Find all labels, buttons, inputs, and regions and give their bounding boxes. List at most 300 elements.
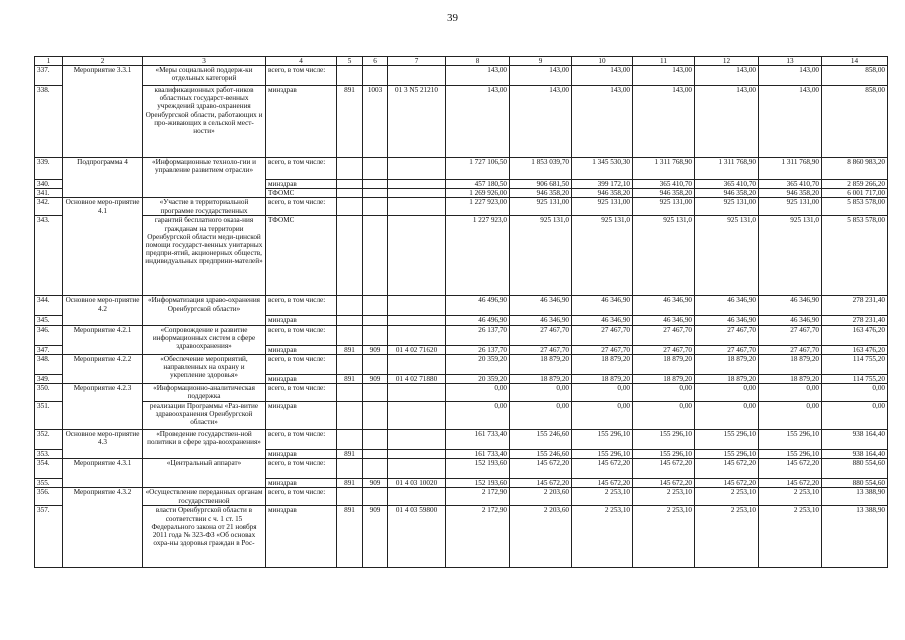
program-description: «Участие в территориальной программе государственных [143,198,266,216]
amount-value: 8 860 983,20 [822,158,888,180]
amount-value: 6 001 717,00 [822,189,888,198]
budget-code-section: 909 [363,374,388,383]
amount-value: 2 172,90 [446,488,510,506]
amount-value: 5 853 578,00 [822,198,888,216]
budget-code-target [388,402,446,430]
budget-code-target [388,180,446,189]
amount-value: 0,00 [633,384,695,402]
column-number: 7 [388,57,446,66]
amount-value: 2 253,10 [572,488,633,506]
budget-code-target [388,384,446,402]
column-number: 14 [822,57,888,66]
table-row [35,86,888,158]
program-description: «Осуществление переданных органам государственной [143,488,266,506]
amount-value: 13 388,90 [822,488,888,506]
amount-value: 114 755,20 [822,354,888,374]
amount-value: 2 859 266,20 [822,180,888,189]
budget-code-grbs [337,198,363,216]
amount-value: 0,00 [510,402,572,430]
amount-value: 0,00 [510,384,572,402]
amount-value: 114 755,20 [822,374,888,383]
budget-code-grbs [337,189,363,198]
executor: всего, в том числе: [266,430,337,450]
amount-value: 2 253,10 [572,506,633,568]
amount-value: 925 131,00 [510,198,572,216]
row-number: 344. [35,296,63,316]
row-number: 353. [35,450,63,459]
amount-value: 925 131,0 [759,216,822,296]
amount-value: 13 388,90 [822,506,888,568]
amount-value: 145 672,20 [572,479,633,488]
amount-value: 143,00 [633,86,695,158]
amount-value: 925 131,00 [633,198,695,216]
row-number: 339. [35,158,63,180]
program-description: «Информационно-аналитическая поддержка [143,384,266,402]
amount-value: 143,00 [510,66,572,86]
budget-code-section [363,198,388,216]
budget-code-grbs [337,402,363,430]
row-number: 355. [35,479,63,488]
budget-code-section [363,430,388,450]
program-description: «Центральный аппарат» [143,459,266,488]
program-description: «Проведение государствен-ной политики в сфере здра-воохранения» [143,430,266,459]
column-number: 2 [63,57,143,66]
amount-value: 27 467,70 [510,345,572,354]
table-row [35,384,888,402]
amount-value: 46 346,90 [633,296,695,316]
amount-value: 46 346,90 [510,316,572,325]
table-row [35,216,888,296]
row-number: 346. [35,325,63,345]
budget-code-target [388,316,446,325]
amount-value: 20 359,20 [446,374,510,383]
budget-code-section: 909 [363,506,388,568]
amount-value: 365 410,70 [695,180,759,189]
program-description: «Информационные техноло-гии и управление развитием отрасли» [143,158,266,198]
amount-value: 1 345 530,30 [572,158,633,180]
budget-code-section: 909 [363,479,388,488]
amount-value: 0,00 [759,384,822,402]
amount-value: 145 672,20 [510,459,572,479]
budget-code-grbs [337,158,363,180]
executor: всего, в том числе: [266,296,337,316]
column-number: 10 [572,57,633,66]
amount-value: 858,00 [822,86,888,158]
amount-value: 18 879,20 [695,374,759,383]
budget-code-grbs: 891 [337,374,363,383]
amount-value: 46 346,90 [695,316,759,325]
table-row [35,430,888,450]
amount-value: 946 358,20 [695,189,759,198]
amount-value: 145 672,20 [695,479,759,488]
program-description: «Обеспечение мероприятий, направленных на охрану и укрепление здоровья» [143,354,266,383]
amount-value: 143,00 [510,86,572,158]
amount-value: 18 879,20 [759,354,822,374]
column-number: 5 [337,57,363,66]
amount-value: 155 246,60 [510,450,572,459]
budget-code-section [363,216,388,296]
budget-code-section [363,316,388,325]
column-number-row [35,57,888,66]
table-row [35,506,888,568]
amount-value: 2 203,60 [510,506,572,568]
amount-value: 365 410,70 [759,180,822,189]
budget-code-section [363,384,388,402]
budget-code-grbs: 891 [337,506,363,568]
amount-value: 18 879,20 [633,374,695,383]
program-name: Основное меро-приятие 4.1 [63,198,143,296]
amount-value: 27 467,70 [572,325,633,345]
amount-value: 46 346,90 [572,316,633,325]
budget-code-grbs [337,180,363,189]
column-number: 12 [695,57,759,66]
program-name: Мероприятие 4.3.2 [63,488,143,568]
budget-code-grbs [337,296,363,316]
executor: минздрав [266,479,337,488]
amount-value: 880 554,60 [822,479,888,488]
budget-table [34,56,888,568]
budget-code-section [363,402,388,430]
budget-code-section [363,180,388,189]
amount-value: 1 727 106,50 [446,158,510,180]
budget-code-grbs [337,354,363,374]
amount-value: 155 296,10 [633,430,695,450]
column-number: 8 [446,57,510,66]
column-number: 4 [266,57,337,66]
program-name: Основное меро-приятие 4.3 [63,430,143,459]
executor: минздрав [266,86,337,158]
row-number: 342. [35,198,63,216]
amount-value: 155 296,10 [572,450,633,459]
row-number: 356. [35,488,63,506]
column-number: 3 [143,57,266,66]
row-number: 341. [35,189,63,198]
amount-value: 27 467,70 [633,345,695,354]
page-number: 39 [447,12,458,24]
amount-value: 46 346,90 [759,296,822,316]
budget-code-section [363,296,388,316]
amount-value: 858,00 [822,66,888,86]
amount-value: 27 467,70 [759,325,822,345]
amount-value: 145 672,20 [695,459,759,479]
amount-value: 143,00 [759,86,822,158]
row-number: 338. [35,86,63,158]
budget-code-section [363,459,388,479]
amount-value: 0,00 [822,384,888,402]
budget-code-target [388,430,446,450]
column-number: 9 [510,57,572,66]
table-row [35,325,888,345]
program-name: Мероприятие 4.2.3 [63,384,143,430]
amount-value: 2 253,10 [759,506,822,568]
amount-value: 2 203,60 [510,488,572,506]
amount-value: 2 172,90 [446,506,510,568]
table-row [35,402,888,430]
amount-value: 46 346,90 [759,316,822,325]
amount-value: 20 359,20 [446,354,510,374]
budget-code-section [363,325,388,345]
program-name: Мероприятие 4.3.1 [63,459,143,488]
program-name: Подпрограмма 4 [63,158,143,198]
amount-value: 399 172,10 [572,180,633,189]
amount-value: 143,00 [695,86,759,158]
program-description: квалификационных работ-ников областных государст-венных учреждений здраво-охранения Оренбургской области, работающих и про-живающих в сельской мест-ности» [143,86,266,158]
program-name: Мероприятие 3.3.1 [63,66,143,158]
executor: ТФОМС [266,216,337,296]
row-number: 349. [35,374,63,383]
program-name: Мероприятие 4.2.1 [63,325,143,354]
executor: всего, в том числе: [266,158,337,180]
budget-code-grbs [337,66,363,86]
amount-value: 0,00 [572,384,633,402]
amount-value: 938 164,40 [822,430,888,450]
column-number: 11 [633,57,695,66]
table-row [35,198,888,216]
amount-value: 26 137,70 [446,345,510,354]
amount-value: 152 193,60 [446,479,510,488]
program-name: Основное меро-приятие 4.2 [63,296,143,325]
amount-value: 145 672,20 [633,459,695,479]
budget-code-section [363,189,388,198]
row-number: 345. [35,316,63,325]
amount-value: 143,00 [572,66,633,86]
amount-value: 925 131,0 [633,216,695,296]
budget-code-target: 01 4 02 71620 [388,345,446,354]
amount-value: 946 358,20 [759,189,822,198]
amount-value: 2 253,10 [695,506,759,568]
budget-code-grbs [337,384,363,402]
amount-value: 27 467,70 [510,325,572,345]
amount-value: 946 358,20 [510,189,572,198]
program-description: «Меры социальной поддерж-ки отдельных категорий [143,66,266,86]
amount-value: 938 164,40 [822,450,888,459]
amount-value: 155 296,10 [759,450,822,459]
amount-value: 5 853 578,00 [822,216,888,296]
amount-value: 906 681,50 [510,180,572,189]
amount-value: 2 253,10 [633,506,695,568]
budget-code-target [388,354,446,374]
amount-value: 143,00 [695,66,759,86]
amount-value: 1 227 923,0 [446,216,510,296]
amount-value: 0,00 [695,384,759,402]
executor: всего, в том числе: [266,354,337,374]
amount-value: 145 672,20 [759,479,822,488]
budget-code-section [363,158,388,180]
amount-value: 161 733,40 [446,430,510,450]
executor: минздрав [266,450,337,459]
amount-value: 2 253,10 [695,488,759,506]
amount-value: 143,00 [759,66,822,86]
amount-value: 145 672,20 [510,479,572,488]
budget-code-target [388,325,446,345]
executor: минздрав [266,180,337,189]
amount-value: 27 467,70 [759,345,822,354]
amount-value: 155 246,60 [510,430,572,450]
executor: ТФОМС [266,189,337,198]
amount-value: 0,00 [446,384,510,402]
table-row [35,354,888,374]
amount-value: 278 231,40 [822,296,888,316]
budget-code-grbs: 891 [337,345,363,354]
budget-code-target [388,450,446,459]
amount-value: 925 131,0 [510,216,572,296]
executor: минздрав [266,316,337,325]
amount-value: 155 296,10 [759,430,822,450]
program-description: «Информатизация здраво-охранения Оренбургской области» [143,296,266,325]
executor: минздрав [266,506,337,568]
budget-code-grbs: 891 [337,450,363,459]
amount-value: 26 137,70 [446,325,510,345]
amount-value: 0,00 [822,402,888,430]
row-number: 351. [35,402,63,430]
budget-code-grbs [337,488,363,506]
amount-value: 145 672,20 [572,459,633,479]
executor: всего, в том числе: [266,325,337,345]
program-description: «Сопровождение и развитие информационных систем в сфере здравоохранения» [143,325,266,354]
amount-value: 143,00 [633,66,695,86]
budget-code-target: 01 4 02 71880 [388,374,446,383]
table-row [35,296,888,316]
executor: минздрав [266,345,337,354]
amount-value: 155 296,10 [695,430,759,450]
row-number: 354. [35,459,63,479]
amount-value: 18 879,20 [633,354,695,374]
amount-value: 46 346,90 [633,316,695,325]
budget-code-target [388,66,446,86]
amount-value: 0,00 [633,402,695,430]
amount-value: 925 131,00 [695,198,759,216]
amount-value: 925 131,00 [572,198,633,216]
amount-value: 155 296,10 [633,450,695,459]
table-row [35,66,888,86]
budget-code-target: 01 3 N5 21210 [388,86,446,158]
amount-value: 925 131,0 [572,216,633,296]
row-number: 350. [35,384,63,402]
amount-value: 18 879,20 [510,354,572,374]
executor: всего, в том числе: [266,459,337,479]
amount-value: 18 879,20 [695,354,759,374]
row-number: 337. [35,66,63,86]
executor: всего, в том числе: [266,384,337,402]
budget-code-section [363,450,388,459]
row-number: 352. [35,430,63,450]
amount-value: 46 346,90 [572,296,633,316]
budget-code-section [363,488,388,506]
amount-value: 1 269 926,00 [446,189,510,198]
amount-value: 18 879,20 [572,374,633,383]
amount-value: 27 467,70 [695,325,759,345]
budget-code-target: 01 4 03 10020 [388,479,446,488]
amount-value: 27 467,70 [633,325,695,345]
table-row [35,158,888,180]
budget-code-section [363,354,388,374]
amount-value: 0,00 [572,402,633,430]
amount-value: 18 879,20 [759,374,822,383]
budget-code-grbs: 891 [337,479,363,488]
amount-value: 46 346,90 [510,296,572,316]
amount-value: 2 253,10 [759,488,822,506]
amount-value: 46 496,90 [446,316,510,325]
amount-value: 143,00 [572,86,633,158]
amount-value: 145 672,20 [633,479,695,488]
amount-value: 365 410,70 [633,180,695,189]
budget-code-section: 1003 [363,86,388,158]
row-number: 347. [35,345,63,354]
budget-code-section: 909 [363,345,388,354]
amount-value: 155 296,10 [572,430,633,450]
amount-value: 46 496,90 [446,296,510,316]
amount-value: 2 253,10 [633,488,695,506]
budget-code-target [388,189,446,198]
table-row [35,459,888,479]
amount-value: 1 311 768,90 [695,158,759,180]
amount-value: 0,00 [446,402,510,430]
budget-code-grbs [337,316,363,325]
amount-value: 278 231,40 [822,316,888,325]
row-number: 340. [35,180,63,189]
budget-code-grbs: 891 [337,86,363,158]
budget-code-target [388,216,446,296]
amount-value: 457 180,50 [446,180,510,189]
amount-value: 145 672,20 [759,459,822,479]
budget-code-target [388,158,446,180]
amount-value: 925 131,0 [695,216,759,296]
row-number: 348. [35,354,63,374]
budget-code-target: 01 4 03 59800 [388,506,446,568]
amount-value: 143,00 [446,86,510,158]
column-number: 1 [35,57,63,66]
amount-value: 18 879,20 [510,374,572,383]
amount-value: 1 227 923,00 [446,198,510,216]
executor: всего, в том числе: [266,198,337,216]
amount-value: 0,00 [695,402,759,430]
executor: минздрав [266,402,337,430]
amount-value: 163 476,20 [822,345,888,354]
budget-code-grbs [337,216,363,296]
column-number: 6 [363,57,388,66]
amount-value: 46 346,90 [695,296,759,316]
executor: всего, в том числе: [266,66,337,86]
column-number: 13 [759,57,822,66]
budget-code-grbs [337,459,363,479]
amount-value: 1 311 768,90 [633,158,695,180]
amount-value: 946 358,20 [633,189,695,198]
amount-value: 1 853 039,70 [510,158,572,180]
program-description: реализации Программы «Раз-витие здравоохранения Оренбургской области» [143,402,266,430]
budget-code-target [388,459,446,479]
amount-value: 163 476,20 [822,325,888,345]
row-number: 357. [35,506,63,568]
program-name: Мероприятие 4.2.2 [63,354,143,383]
amount-value: 925 131,00 [759,198,822,216]
table-row [35,488,888,506]
budget-code-section [363,66,388,86]
program-description: власти Оренбургской области в соответствии с ч. 1 ст. 15 Федерального закона от 21 ноября 2011 года № 323-ФЗ «Об основах охра-ны здоровья граждан в Рос- [143,506,266,568]
budget-code-target [388,296,446,316]
budget-code-target [388,488,446,506]
amount-value: 155 296,10 [695,450,759,459]
executor: минздрав [266,374,337,383]
amount-value: 161 733,40 [446,450,510,459]
amount-value: 143,00 [446,66,510,86]
amount-value: 18 879,20 [572,354,633,374]
amount-value: 27 467,70 [572,345,633,354]
row-number: 343. [35,216,63,296]
budget-code-grbs [337,430,363,450]
amount-value: 0,00 [759,402,822,430]
executor: всего, в том числе: [266,488,337,506]
amount-value: 27 467,70 [695,345,759,354]
